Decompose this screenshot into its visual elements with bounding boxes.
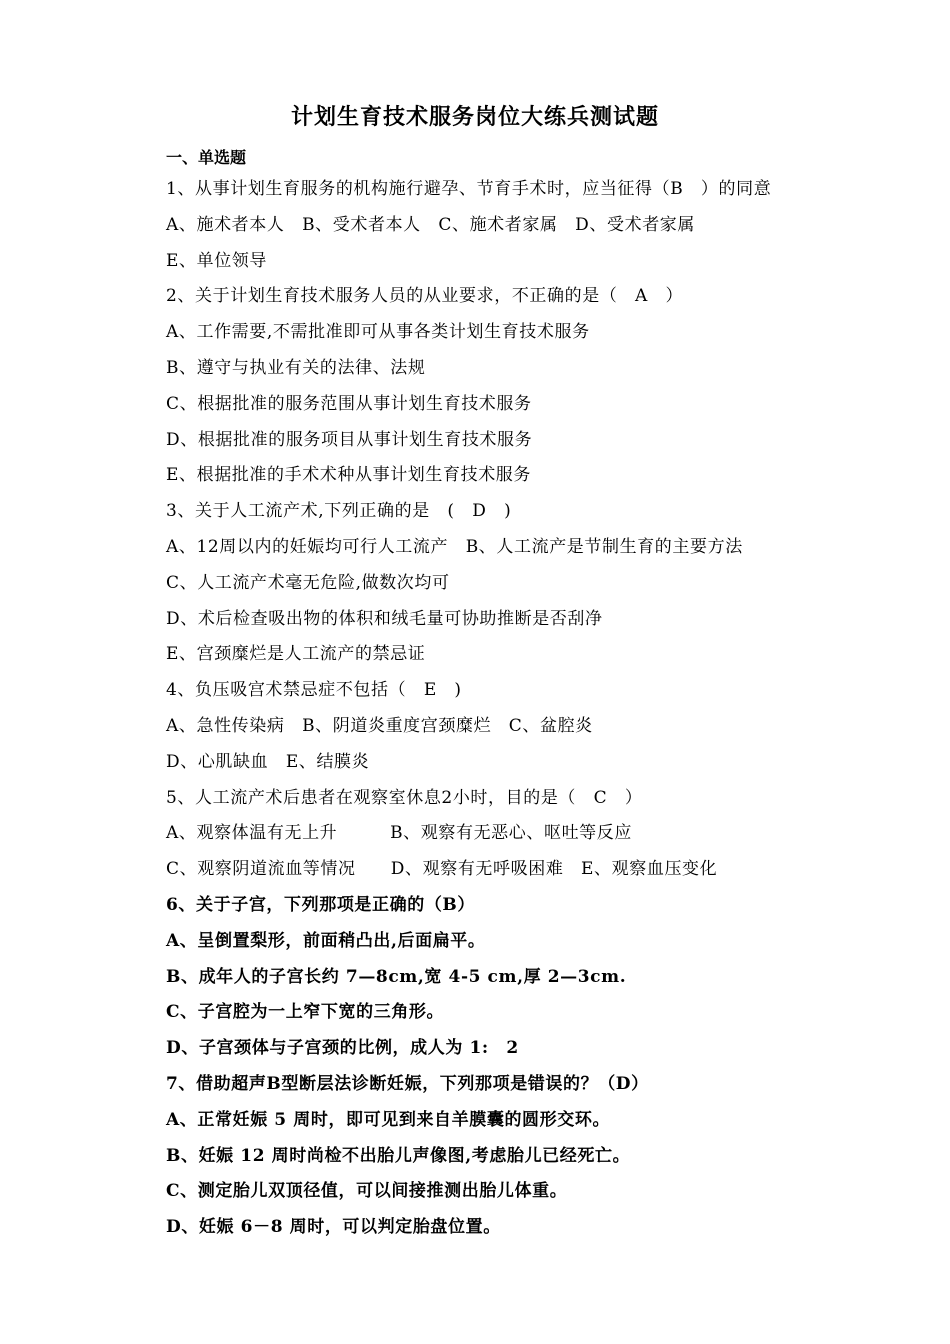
question-line: A、施术者本人 B、受术者本人 C、施术者家属 D、受术者家属 <box>166 214 696 235</box>
question-line: 7、借助超声B型断层法诊断妊娠，下列那项是错误的？（D） <box>166 1074 649 1094</box>
page-title: 计划生育技术服务岗位大练兵测试题 <box>290 105 659 130</box>
question-line: D、子宫颈体与子宫颈的比例，成人为 1: 2 <box>166 1038 519 1059</box>
question-line: E、单位领导 <box>166 250 268 271</box>
question-line: 4、负压吸宫术禁忌症不包括（ E ) <box>166 680 462 701</box>
question-line: A、12周以内的妊娠均可行人工流产 B、人工流产是节制生育的主要方法 <box>166 537 743 557</box>
question-line: C、子宫腔为一上窄下宽的三角形。 <box>166 1002 445 1023</box>
question-line: E、根据批准的手术术种从事计划生育技术服务 <box>166 465 532 486</box>
question-line: B、遵守与执业有关的法律、法规 <box>166 358 426 378</box>
question-line: C、根据批准的服务范围从事计划生育技术服务 <box>166 393 532 414</box>
question-line: C、观察阴道流血等情况 D、观察有无呼吸困难 E、观察血压变化 <box>166 859 718 880</box>
question-line: E、宫颈糜烂是人工流产的禁忌证 <box>166 644 426 665</box>
question-line: A、呈倒置梨形，前面稍凸出,后面扁平。 <box>166 930 486 951</box>
question-line: 1、从事计划生育服务的机构施行避孕、节育手术时，应当征得（B ）的同意 <box>166 179 772 199</box>
question-line: D、根据批准的服务项目从事计划生育技术服务 <box>166 429 533 450</box>
question-line: A、观察体温有无上升 B、观察有无恶心、呕吐等反应 <box>166 823 632 844</box>
question-line: D、心肌缺血 E、结膜炎 <box>166 751 370 772</box>
section-heading: 一、单选题 <box>166 148 247 167</box>
question-line: 2、关于计划生育技术服务人员的从业要求，不正确的是（ A ） <box>166 286 684 307</box>
question-line: A、正常妊娠 5 周时，即可见到来自羊膜囊的圆形交环。 <box>166 1109 611 1130</box>
question-line: D、术后检查吸出物的体积和绒毛量可协助推断是否刮净 <box>166 608 603 629</box>
question-line: C、人工流产术毫无危险,做数次均可 <box>166 572 450 593</box>
question-line: B、妊娠 12 周时尚检不出胎儿声像图,考虑胎儿已经死亡。 <box>166 1145 631 1166</box>
question-line: 5、人工流产术后患者在观察室休息2小时，目的是（ C ） <box>166 787 643 808</box>
question-line: C、测定胎儿双顶径值，可以间接推测出胎儿体重。 <box>166 1181 568 1202</box>
question-line: B、成年人的子宫长约 7—8cm,宽 4-5 cm,厚 2—3cm. <box>166 966 627 987</box>
question-line: D、妊娠 6－8 周时，可以判定胎盘位置。 <box>166 1217 501 1238</box>
question-line: 6、关于子宫，下列那项是正确的（B） <box>166 895 475 915</box>
question-line: A、工作需要,不需批准即可从事各类计划生育技术服务 <box>166 322 590 343</box>
question-line: 3、关于人工流产术,下列正确的是 ( D ) <box>166 501 512 522</box>
question-line: A、急性传染病 B、阴道炎重度宫颈糜烂 C、盆腔炎 <box>166 716 593 736</box>
